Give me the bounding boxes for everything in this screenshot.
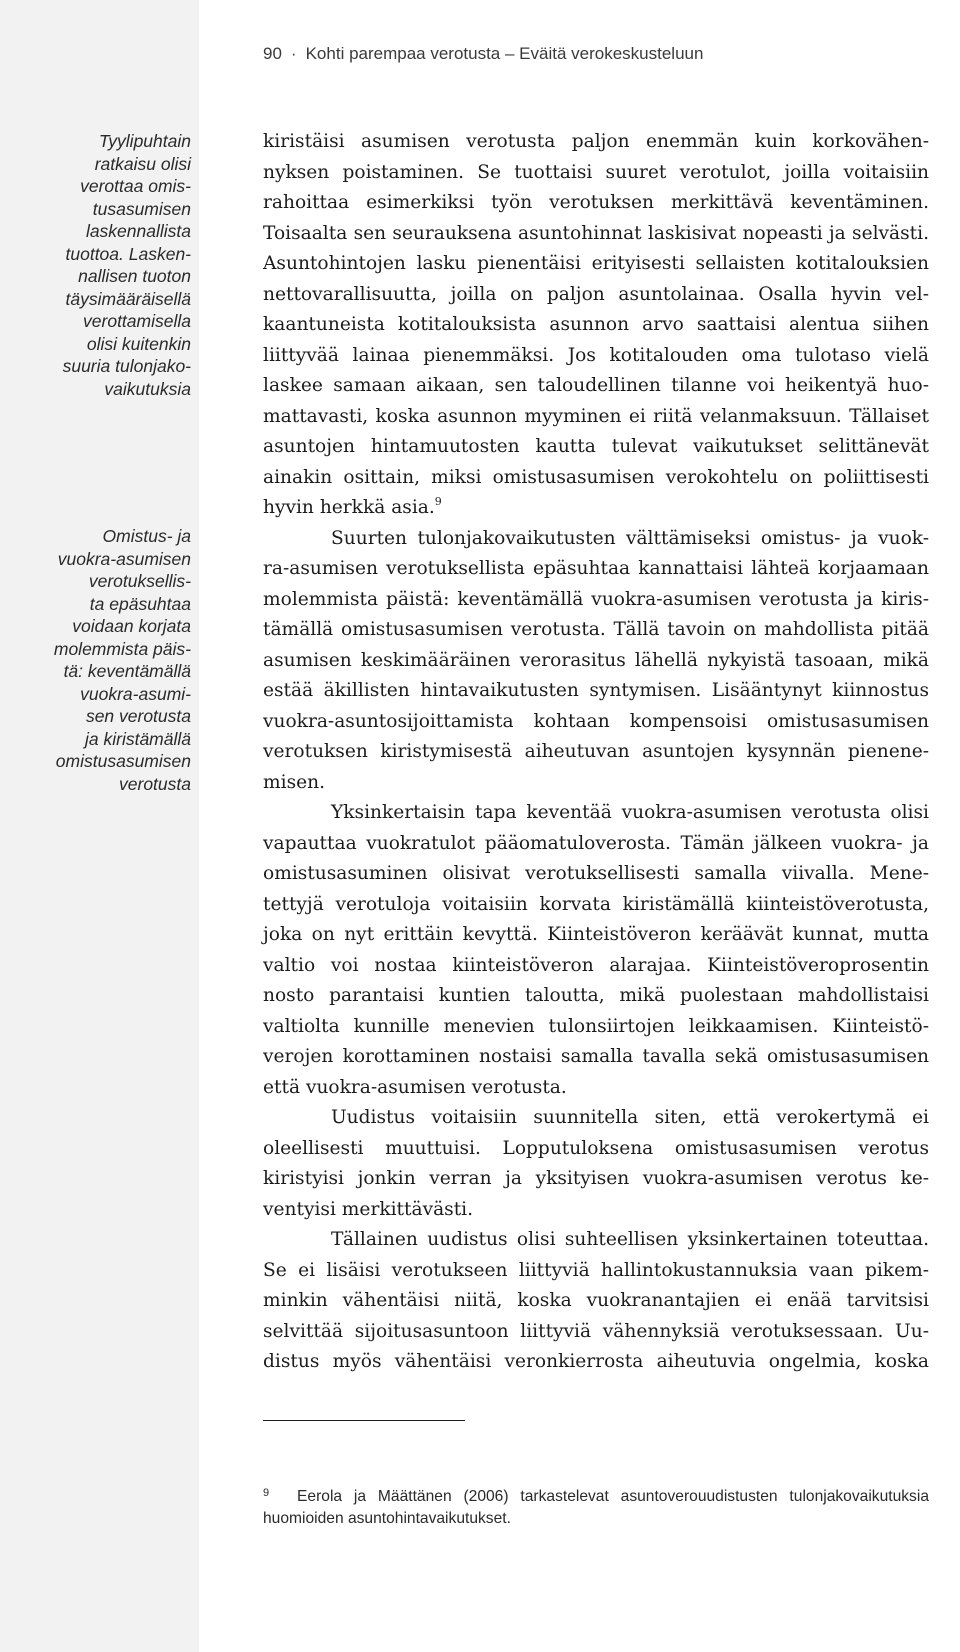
body-line: liittyvää lainaa pienemmäksi. Jos kotitalouden oma tulotaso vielä [263, 344, 929, 366]
sidenote-line: vaikutuksia [104, 378, 191, 399]
body-line: omistusasuminen olisivat verotuksellisesti samalla viivalla. Mene- [263, 863, 929, 884]
body-line: kaantuneista kotitalouksista asunnon arvo saattaisi alentua siihen [263, 314, 929, 335]
body-line [263, 493, 929, 524]
body-line: verotuksen kiristymisestä aiheutuvan asuntojen kysynnän pienene- [263, 741, 929, 762]
body-line: ainakin osittain, miksi omistusasumisen verokohtelu on poliittisesti [263, 466, 929, 488]
sidenote-2 [15, 525, 191, 795]
body-line: selvittää sijoitusasuntoon liittyviä vähennyksiä verotuksessaan. Uu- [263, 1320, 929, 1342]
sidenote-line: molemmista päis- [53, 638, 191, 659]
sidenote-line: vuokra-asumi- [80, 683, 191, 704]
body-line: oleellisesti muuttuisi. Lopputuloksena omistusasumisen verotus [263, 1137, 929, 1159]
body-line: Yksinkertaisin tapa keventää vuokra-asumisen verotusta olisi [331, 802, 929, 823]
body-line: ra-asumisen verotuksellista epäsuhtaa kannattaisi lähteä korjaamaan [263, 558, 929, 579]
body-line: Se ei lisäisi verotukseen liittyviä hallintokustannuksia vaan pikem- [263, 1259, 929, 1281]
body-line: joka on nyt erittäin kevyttä. Kiinteistöveron keräävät kunnat, mutta [263, 924, 929, 945]
body-line: estää äkillisten hintavaikutusten syntymisen. Lisääntynyt kiinnostus [263, 680, 929, 701]
sidenote-line: ratkaisu olisi [94, 153, 191, 174]
body-line: kiristäisi asumisen verotusta paljon enemmän kuin korkovähen- [263, 131, 929, 152]
body-line-text: hyvin herkkä asia. [263, 497, 435, 518]
sidenote-line: tuottoa. Lasken- [65, 243, 191, 264]
sidenote-line: suuria tulonjako- [62, 356, 191, 376]
sidenote-line: laskennallista [85, 221, 191, 241]
sidenote-line: nallisen tuoton [78, 266, 191, 286]
footnote-number: 9 [263, 1487, 270, 1499]
body-line: nettovarallisuutta, joilla on paljon asuntolainaa. Osalla hyvin vel- [263, 283, 929, 305]
body-line: nosto parantaisi kuntien taloutta, mikä puolestaan mahdollistaisi [263, 985, 929, 1006]
sidenote-line: Omistus- ja [102, 526, 191, 546]
body-line: Asuntohintojen lasku pienentäisi erityisesti sellaisten kotitalouksien [263, 253, 929, 274]
body-line: Tällainen uudistus olisi suhteellisen yksinkertainen toteuttaa. [331, 1229, 929, 1250]
footnote-text: Eerola ja Määttänen (2006) tarkastelevat asuntoverouudistusten tulonjakovaikutuksia [297, 1488, 929, 1505]
body-line: verojen korottaminen nostaisi samalla tavalla sekä omistusasumisen [263, 1046, 929, 1067]
sidenote-line: verottamisella [83, 311, 191, 331]
sidenote-line: omistusasumisen [55, 751, 191, 771]
body-line: nyksen poistaminen. Se tuottaisi suuret verotulot, joilla voitaisiin [263, 161, 929, 183]
body-line: vapauttaa vuokratulot pääomatuloverosta. Tämän jälkeen vuokra- ja [263, 832, 929, 854]
sidenote-line: täysimääräisellä [65, 288, 191, 309]
footnote-line: huomioiden asuntohintavaikutukset. [263, 1510, 511, 1527]
body-line: minkin vähentäisi niitä, koska vuokranantajien ei enää tarvitsisi [263, 1290, 929, 1311]
sidenote-line: Tyylipuhtain [98, 131, 191, 151]
sidenote-1 [15, 130, 191, 400]
body-line: kiristyisi jonkin verran ja yksityisen vuokra-asumisen verotus ke- [263, 1168, 929, 1189]
sidenote-line: ja kiristämällä [85, 728, 191, 749]
body-line: ventyisi merkittävästi. [263, 1198, 474, 1220]
footnote-divider [263, 1420, 465, 1421]
body-line: molemmista päistä: keventämällä vuokra-asumisen verotusta ja kiris- [263, 588, 929, 610]
body-line: Toisaalta sen seurauksena asuntohinnat laskisivat nopeasti ja selvästi. [263, 222, 929, 244]
header-separator: · [290, 44, 297, 63]
footnote [263, 1482, 929, 1530]
sidenote-line: verotusta [119, 773, 191, 794]
sidenote-line: tä: keventämällä [63, 661, 191, 681]
body-line: että vuokra-asumisen verotusta. [263, 1076, 567, 1098]
running-title: Kohti parempaa verotusta – Eväitä verokeskusteluun [305, 44, 704, 63]
body-line: Uudistus voitaisiin suunnitella siten, että verokertymä ei [331, 1107, 929, 1128]
body-line: tämällä omistusasumisen verotusta. Tällä tavoin on mahdollista pitää [263, 619, 929, 640]
body-line: asuntojen hintamuutosten kautta tulevat vaikutukset selittänevät [263, 436, 929, 457]
sidenote-line: verottaa omis- [80, 176, 191, 196]
footnote-reference[interactable]: 9 [434, 495, 442, 508]
sidenote-line: olisi kuitenkin [86, 333, 191, 354]
body-line: valtio voi nostaa kiinteistöveron alarajaa. Kiinteistöveroprosentin [263, 954, 929, 976]
body-line: tettyjä verotuloja voitaisiin korvata kiristämällä kiinteistöverotusta, [263, 893, 929, 915]
body-line: laskee samaan aikaan, sen taloudellinen tilanne voi heikentyä huo- [263, 375, 929, 396]
sidenote-line: voidaan korjata [72, 616, 191, 636]
body-line: Suurten tulonjakovaikutusten välttämiseksi omistus- ja vuok- [331, 527, 929, 549]
body-line: asumisen keskimääräinen verorasitus lähellä nykyistä tasoaan, mikä [263, 649, 929, 671]
sidenote-line: sen verotusta [85, 706, 191, 726]
running-header [263, 44, 923, 64]
footnote-line [263, 1482, 929, 1508]
body-line: valtiolta kunnille menevien tulonsiirtojen leikkaamisen. Kiinteistö- [263, 1015, 929, 1037]
body-text [263, 127, 929, 1378]
body-line: vuokra-asuntosijoittamista kohtaan kompensoisi omistusasumisen [263, 710, 929, 732]
body-line: mattavasti, koska asunnon myyminen ei riitä velanmaksuun. Tällaiset [263, 405, 929, 427]
body-line: distus myös vähentäisi veronkierrosta aiheutuvia ongelmia, koska [263, 1351, 929, 1372]
body-line: rahoittaa esimerkiksi työn verotuksen merkittävä keventäminen. [263, 192, 929, 213]
page-number: 90 [263, 44, 282, 63]
sidenote-line: verotuksellis- [88, 571, 191, 591]
sidenote-line: vuokra-asumisen [57, 548, 191, 569]
sidenote-line: tusasumisen [92, 198, 191, 219]
body-line: misen. [263, 771, 326, 793]
sidenote-line: ta epäsuhtaa [89, 593, 191, 614]
